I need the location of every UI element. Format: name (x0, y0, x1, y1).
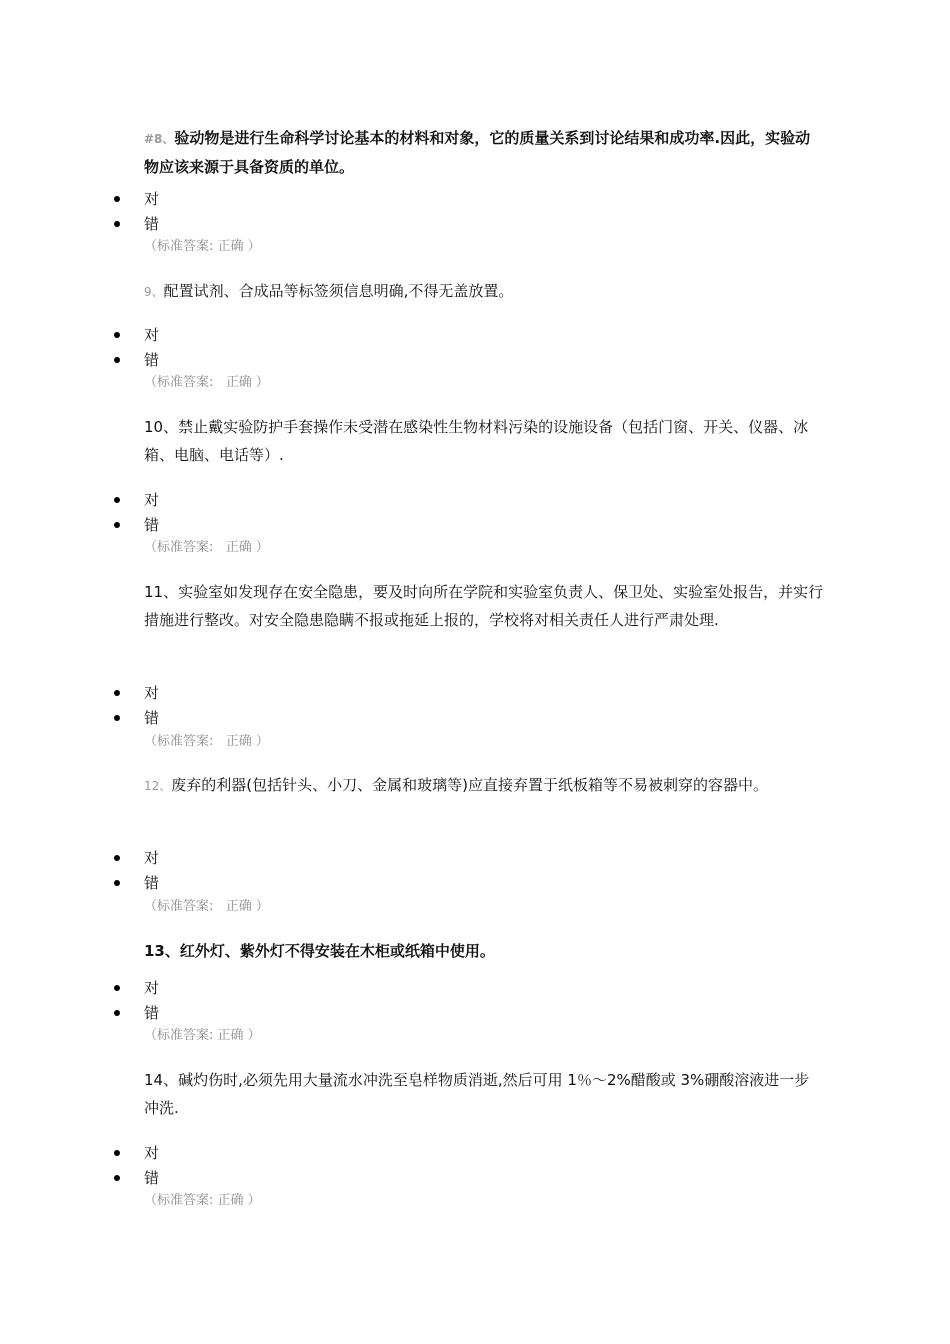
bullet-icon (114, 357, 120, 363)
question-number: #8、 (144, 132, 175, 146)
standard-answer: （标准答案: 正确 ） (144, 540, 269, 555)
standard-answer: （标准答案: 正确 ） (144, 1193, 261, 1208)
question-text: 14、碱灼伤时,必须先用大量流水冲洗至皂样物质消逝,然后可用 1％～2%醋酸或 3%硼酸溶液进一步冲洗. (144, 1071, 810, 1117)
question-text: #8、验动物是进行生命科学讨论基本的材料和对象，它的质量关系到讨论结果和成功率.因此，实验动物应该来源于具备资质的单位。 (144, 129, 811, 176)
bullet-icon (114, 1010, 120, 1016)
question-text: 11、实验室如发现存在安全隐患，要及时向所在学院和实验室负责人、保卫处、实验室处报告，并实行措施进行整改。对安全隐患隐瞒不报或拖延上报的，学校将对相关责任人进行严肃处理. (144, 583, 824, 629)
bullet-icon (114, 690, 120, 696)
question-number: 9、 (144, 285, 164, 299)
question-number: 10、 (144, 418, 179, 436)
option-true[interactable]: 对 (144, 490, 159, 510)
question-text: 10、禁止戴实验防护手套操作未受潜在感染性生物材料污染的设施设备（包括门窗、开关、仪器、冰箱、电脑、电话等）. (144, 418, 809, 464)
standard-answer: （标准答案: 正确 ） (144, 899, 269, 914)
question-number: 12、 (144, 779, 172, 793)
question-text: 13、红外灯、紫外灯不得安装在木柜或纸箱中使用。 (144, 942, 495, 960)
question-number: 11、 (144, 583, 179, 601)
bullet-icon (114, 1150, 120, 1156)
bullet-icon (114, 332, 120, 338)
bullet-icon (114, 497, 120, 503)
option-true[interactable]: 对 (144, 683, 159, 703)
bullet-icon (114, 880, 120, 886)
option-false[interactable]: 错 (144, 350, 159, 370)
option-false[interactable]: 错 (144, 1168, 159, 1188)
standard-answer: （标准答案: 正确 ） (144, 239, 261, 254)
option-true[interactable]: 对 (144, 848, 159, 868)
option-false[interactable]: 错 (144, 708, 159, 728)
question-text: 9、配置试剂、合成品等标签须信息明确,不得无盖放置。 (144, 282, 514, 300)
standard-answer: （标准答案: 正确 ） (144, 734, 269, 749)
question-number: 13、 (144, 942, 180, 960)
option-true[interactable]: 对 (144, 325, 159, 345)
option-true[interactable]: 对 (144, 978, 159, 998)
bullet-icon (114, 985, 120, 991)
option-true[interactable]: 对 (144, 1143, 159, 1163)
bullet-icon (114, 715, 120, 721)
bullet-icon (114, 522, 120, 528)
option-false[interactable]: 错 (144, 214, 159, 234)
option-true[interactable]: 对 (144, 189, 159, 209)
standard-answer: （标准答案: 正确 ） (144, 375, 269, 390)
bullet-icon (114, 221, 120, 227)
bullet-icon (114, 855, 120, 861)
standard-answer: （标准答案: 正确 ） (144, 1028, 261, 1043)
bullet-icon (114, 196, 120, 202)
question-text: 12、废弃的利器(包括针头、小刀、金属和玻璃等)应直接弃置于纸板箱等不易被刺穿的容器中。 (144, 776, 768, 794)
option-false[interactable]: 错 (144, 1003, 159, 1023)
option-false[interactable]: 错 (144, 873, 159, 893)
question-number: 14、 (144, 1071, 179, 1089)
option-false[interactable]: 错 (144, 515, 159, 535)
bullet-icon (114, 1175, 120, 1181)
